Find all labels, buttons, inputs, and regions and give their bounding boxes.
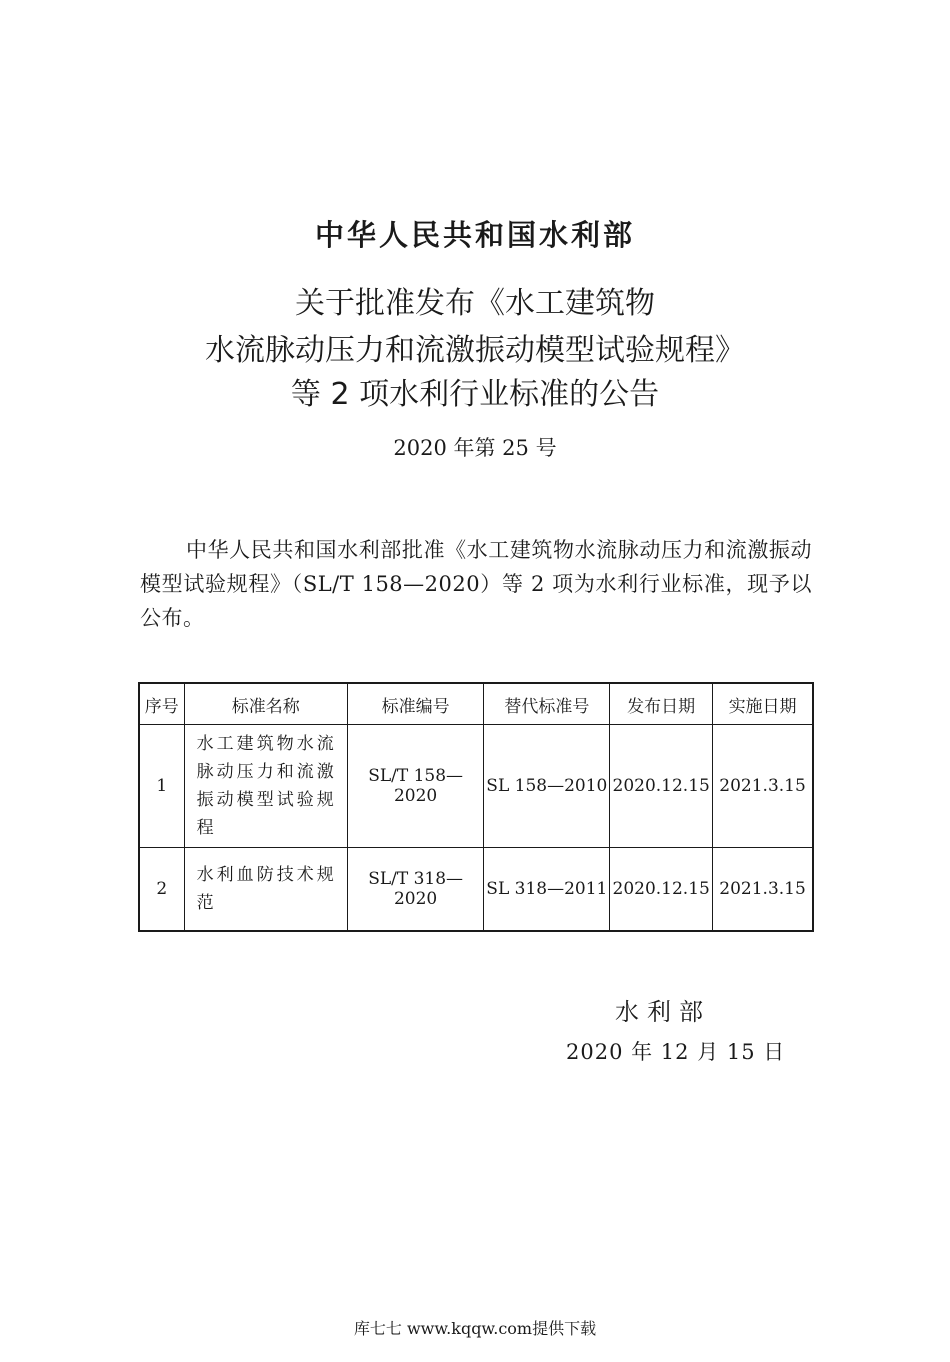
document-number: 2020 年第 25 号 <box>393 436 557 460</box>
header-replaced-number: 替代标准号 <box>484 683 610 725</box>
cell-seq: 2 <box>139 848 184 932</box>
title-line-2: 水流脉动压力和流激振动模型试验规程》 <box>205 333 745 368</box>
signature-organization: 水利部 <box>615 998 711 1026</box>
header-seq: 序号 <box>139 683 184 725</box>
cell-release-date: 2020.12.15 <box>610 725 713 848</box>
cell-seq: 1 <box>139 725 184 848</box>
cell-effective-date: 2021.3.15 <box>713 848 813 932</box>
table-row <box>139 725 813 848</box>
cell-effective-date: 2021.3.15 <box>713 725 813 848</box>
cell-standard-number: SL/T 318—2020 <box>347 848 484 932</box>
header-standard-number: 标准编号 <box>347 683 484 725</box>
cell-release-date: 2020.12.15 <box>610 848 713 932</box>
cell-replaced-number: SL 158—2010 <box>484 725 610 848</box>
header-effective-date: 实施日期 <box>713 683 813 725</box>
standards-table <box>138 682 814 932</box>
issuing-ministry: 中华人民共和国水利部 <box>314 218 635 252</box>
footer-download-note: 库七七 www.kqqw.com提供下载 <box>353 1319 597 1338</box>
cell-standard-number: SL/T 158—2020 <box>347 725 484 848</box>
cell-standard-name: 水利血防技术规范 <box>184 848 347 932</box>
header-release-date: 发布日期 <box>610 683 713 725</box>
announcement-paragraph: 中华人民共和国水利部批准《水工建筑物水流脉动压力和流激振动模型试验规程》（SL/T 158—2020）等 2 项为水利行业标准，现予以公布。 <box>140 538 812 630</box>
header-standard-name: 标准名称 <box>184 683 347 725</box>
table-header-row <box>139 683 813 725</box>
signature-date: 2020 年 12 月 15 日 <box>566 1040 786 1064</box>
title-line-1: 关于批准发布《水工建筑物 <box>295 286 655 321</box>
table-row <box>139 848 813 932</box>
title-line-3: 等 2 项水利行业标准的公告 <box>290 377 660 412</box>
cell-standard-name: 水工建筑物水流脉动压力和流激振动模型试验规程 <box>184 725 347 848</box>
cell-replaced-number: SL 318—2011 <box>484 848 610 932</box>
